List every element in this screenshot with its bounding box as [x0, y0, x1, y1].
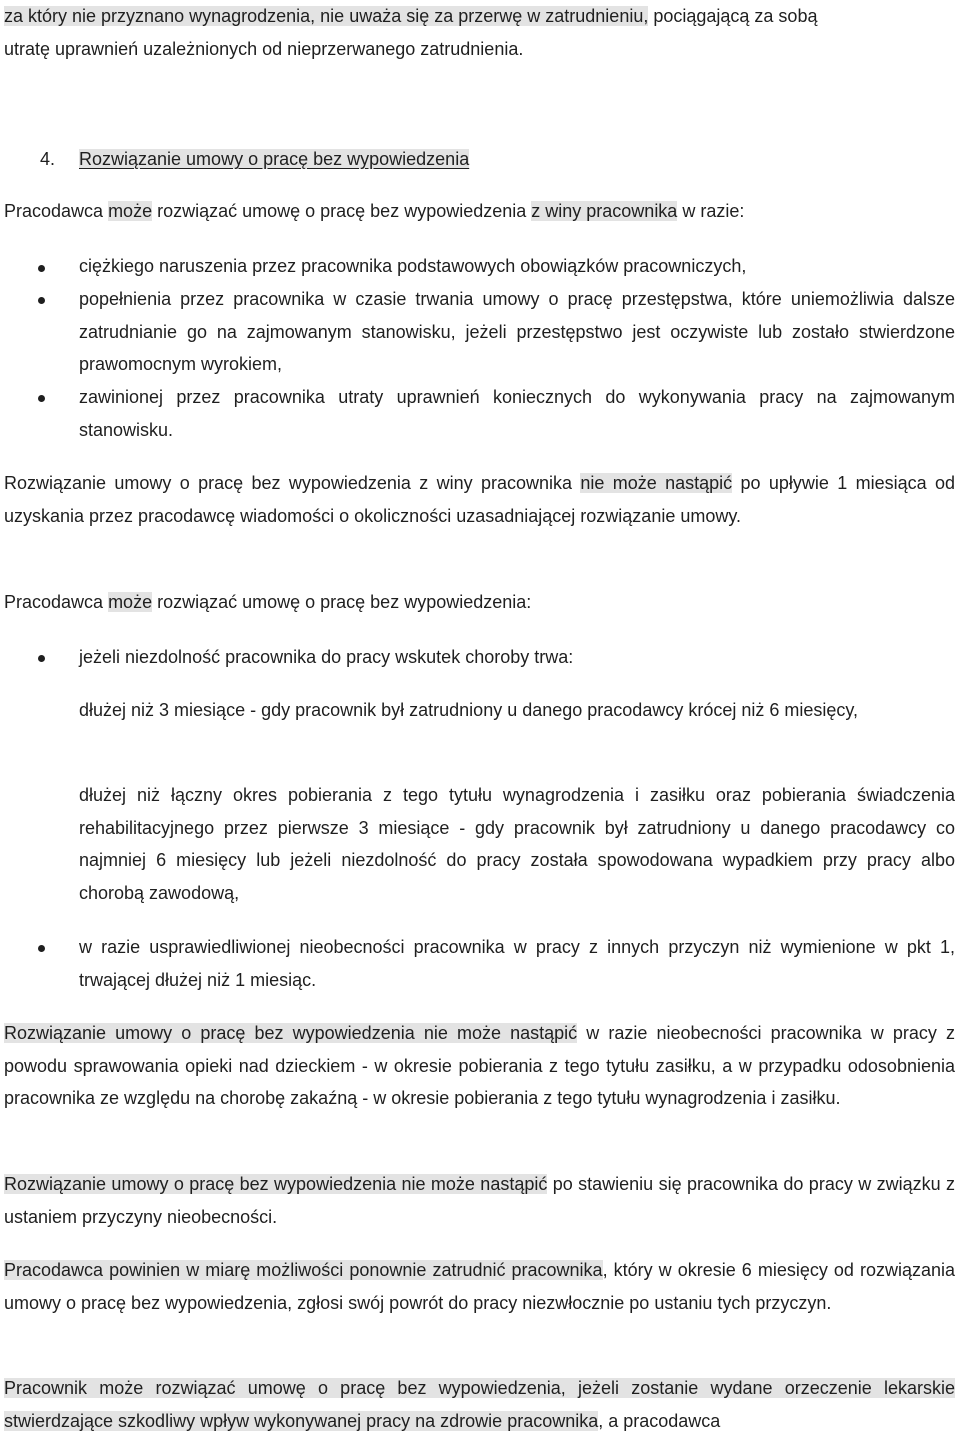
paragraph-4 [4, 1017, 955, 1115]
list2-subitem-1: dłużej niż 3 miesiące - gdy pracownik był zatrudniony u danego pracodawcy krócej niż 6 miesięcy, [79, 700, 859, 720]
list1-item-3: zawinionej przez pracownika utraty uprawnień koniecznych do wykonywania pracy na zajmowanym stanowisku. [79, 387, 955, 440]
text: rozwiązać umowę o pracę bez wypowiedzenia [152, 201, 532, 221]
text: po upływie 1 miesiąca od uzyskania przez pracodawcę wiadomości o okoliczności uzasadniającej rozwiązanie umowy. [4, 473, 955, 526]
text: w razie nieobecności pracownika w pracy z powodu sprawowania opieki nad dzieckiem - w okresie pobierania z tego tytułu zasiłku, a w przypadku odosobnienia pracownika ze względu na chorobę zakaźną - w okresie pobierania z tego tytułu wynagrodzenia i zasiłku. [4, 1023, 956, 1108]
text: , który w okresie 6 miesięcy od rozwiązania umowy o pracę bez wypowiedzenia, zgłosi swój powrót do pracy niezwłocznie po ustaniu tych przyczyn. [4, 1260, 955, 1313]
highlight: z winy pracownika [531, 201, 678, 221]
paragraph-5 [4, 1168, 955, 1233]
list1-item-2: popełnienia przez pracownika w czasie trwania umowy o pracę przestępstwa, które uniemożliwia dalsze zatrudnianie go na zajmowanym stanowisku, jeżeli przestępstwo jest oczywiste lub zostało stwierdzone prawomocnym wyrokiem, [79, 289, 955, 374]
highlight: może [108, 592, 153, 612]
intro-paragraph [4, 0, 955, 65]
paragraph-7 [4, 1372, 955, 1437]
bullet-icon [38, 945, 45, 952]
section-heading [40, 143, 469, 175]
section-title: Rozwiązanie umowy o pracę bez wypowiedzenia [79, 149, 470, 169]
highlight: Pracownik może rozwiązać umowę o pracę bez wypowiedzenia, jeżeli zostanie wydane orzeczenie lekarskie stwierdzające szkodliwy wpływ wykonywanej pracy na zdrowie pracownika [4, 1378, 955, 1431]
bullet-icon [38, 655, 45, 662]
text: Pracodawca [4, 201, 109, 221]
intro-highlight: za który nie przyznano wynagrodzenia, nie uważa się za przerwę w zatrudnieniu, [4, 6, 649, 26]
text: w razie: [677, 201, 745, 221]
text: Rozwiązanie umowy o pracę bez wypowiedzenia z winy pracownika [4, 473, 581, 493]
paragraph-1 [4, 195, 955, 228]
list2-item-2: w razie usprawiedliwionej nieobecności pracownika w pracy z innych przyczyn niż wymienione w pkt 1, trwającej dłużej niż 1 miesiąc. [79, 937, 955, 990]
text: rozwiązać umowę o pracę bez wypowiedzenia: [152, 592, 532, 612]
highlight: może [108, 201, 153, 221]
highlight: Rozwiązanie umowy o pracę bez wypowiedzenia nie może nastąpić [4, 1174, 548, 1194]
paragraph-2 [4, 467, 955, 532]
section-number: 4. [40, 149, 56, 169]
highlight: nie może nastąpić [580, 473, 733, 493]
list1-item-1: ciężkiego naruszenia przez pracownika podstawowych obowiązków pracowniczych, [79, 256, 747, 276]
highlight: Pracodawca powinien w miarę możliwości ponownie zatrudnić pracownika [4, 1260, 603, 1280]
paragraph-6 [4, 1254, 955, 1319]
list2-subitem-2: dłużej niż łączny okres pobierania z tego tytułu wynagrodzenia i zasiłku oraz pobierania świadczenia rehabilitacyjnego przez pierwsze 3 miesiące - gdy pracownik był zatrudniony u danego pracodawcy co najmniej 6 miesięcy lub jeżeli niezdolność do pracy została spowodowana wypadkiem przy pracy albo chorobą zawodową, [79, 785, 955, 903]
bullet-icon [38, 395, 45, 402]
intro-text: pociągającą za sobą [648, 6, 818, 26]
bullet-icon [38, 297, 45, 304]
bullet-icon [38, 265, 45, 272]
text: po stawieniu się pracownika do pracy w związku z ustaniem przyczyny nieobecności. [4, 1174, 955, 1227]
text: Pracodawca [4, 592, 109, 612]
paragraph-3 [4, 586, 955, 619]
highlight: Rozwiązanie umowy o pracę bez wypowiedzenia nie może nastąpić [4, 1023, 578, 1043]
text: , a pracodawca [598, 1410, 721, 1431]
list2-item-1: jeżeli niezdolność pracownika do pracy wskutek choroby trwa: [79, 647, 574, 667]
intro-text-line2: utratę uprawnień uzależnionych od nieprzerwanego zatrudnienia. [4, 38, 524, 59]
